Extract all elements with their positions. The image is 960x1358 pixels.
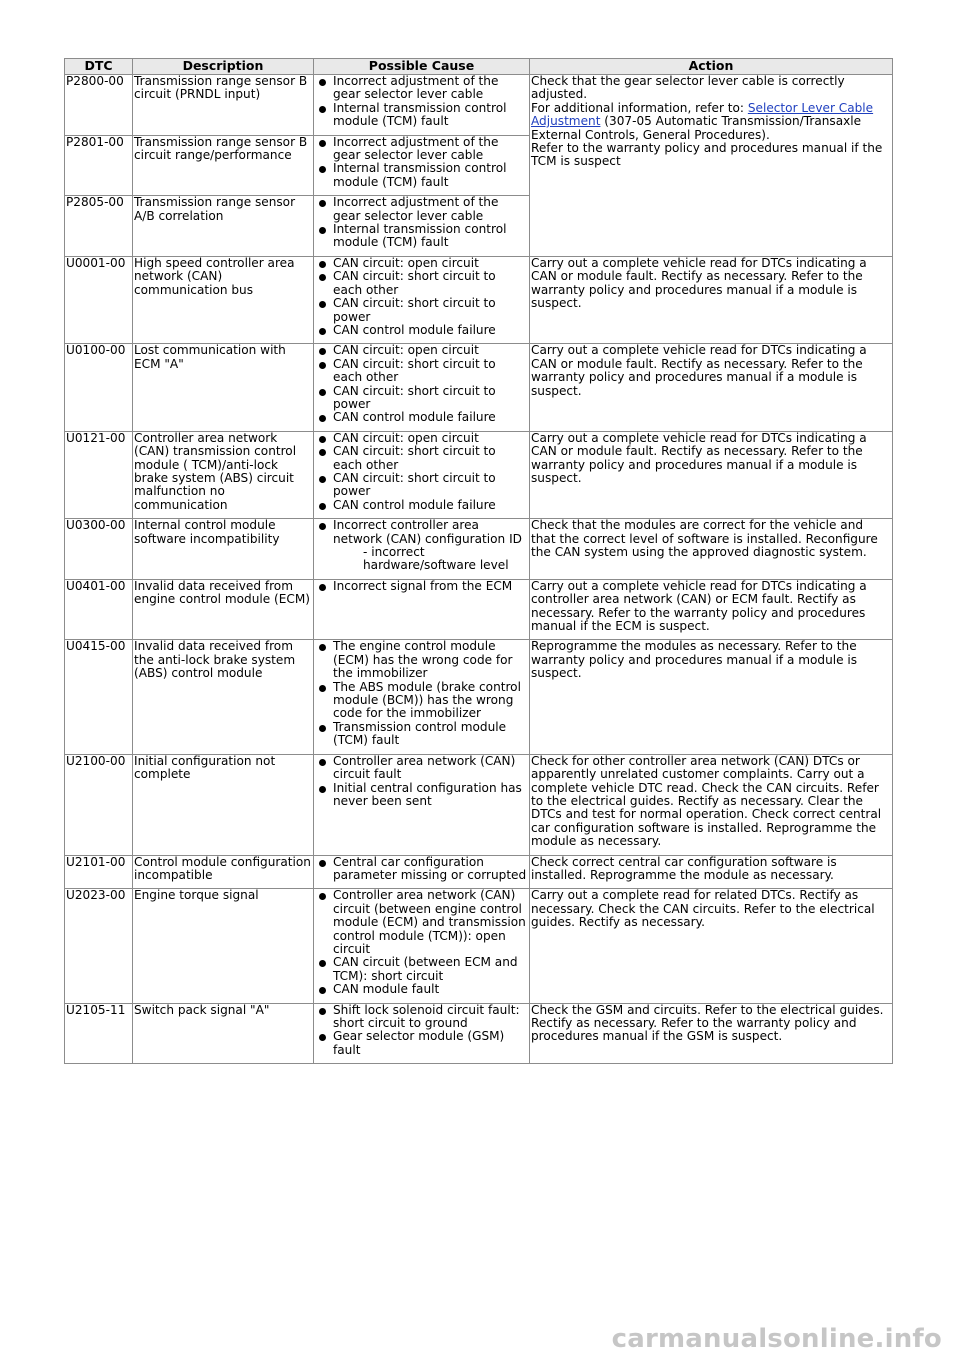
dtc-description: Control module configuration incompatible xyxy=(133,855,314,889)
action-cell: Carry out a complete read for related DTCs. Rectify as necessary. Check the CAN circuits. Refer to the electrical guides. Rectify as necessary. xyxy=(530,889,893,1003)
cause-text: CAN circuit: short circuit to power xyxy=(333,296,496,324)
cause-text: Incorrect signal from the ECM xyxy=(333,578,513,593)
cause-text: Initial central configuration has never been sent xyxy=(333,780,522,808)
table-row xyxy=(65,855,893,889)
dtc-description: High speed controller area network (CAN) communication bus xyxy=(133,256,314,343)
table-row xyxy=(65,754,893,855)
table-row xyxy=(65,889,893,1003)
selector-lever-cable-adjustment-link[interactable]: Selector Lever Cable Adjustment xyxy=(531,100,874,129)
cause-item xyxy=(315,196,528,223)
table-row xyxy=(65,256,893,343)
possible-cause-cell xyxy=(314,889,530,1003)
cause-text: Controller area network (CAN) circuit (between engine control module (ECM) and transmission control module (TCM)): open circuit xyxy=(333,888,526,956)
cause-item xyxy=(315,445,528,472)
dtc-description: Switch pack signal "A" xyxy=(133,1003,314,1064)
action-cell xyxy=(530,75,893,257)
possible-cause-cell xyxy=(314,431,530,518)
cause-text: CAN circuit: short circuit to each other xyxy=(333,444,496,472)
cause-item xyxy=(315,162,528,189)
dtc-description: Engine torque signal xyxy=(133,889,314,1003)
possible-cause-cell xyxy=(314,135,530,196)
possible-cause-cell xyxy=(314,754,530,855)
action-cell: Carry out a complete vehicle read for DTCs indicating a CAN or module fault. Rectify as necessary. Refer to the warranty policy and procedures manual if a module is suspect. xyxy=(530,344,893,431)
dtc-description: Invalid data received from engine control module (ECM) xyxy=(133,579,314,640)
dtc-code: U0100-00 xyxy=(65,344,133,431)
cause-text: Incorrect controller area network (CAN) configuration ID xyxy=(333,518,522,546)
table-row xyxy=(65,519,893,580)
header-description: Description xyxy=(133,59,314,75)
possible-cause-cell xyxy=(314,1003,530,1064)
cause-text: Central car configuration parameter missing or corrupted xyxy=(333,854,527,882)
watermark: carmanualsonline.info xyxy=(611,1324,942,1354)
cause-item xyxy=(315,102,528,129)
action-cell: Check that the modules are correct for the vehicle and that the correct level of software is installed. Reconfigure the CAN system using the approved diagnostic system. xyxy=(530,519,893,580)
cause-item xyxy=(315,856,528,883)
table-row xyxy=(65,1003,893,1064)
cause-list xyxy=(315,1004,528,1058)
cause-list xyxy=(315,889,528,996)
cause-list xyxy=(315,755,528,809)
cause-text: CAN circuit: short circuit to each other xyxy=(333,269,496,297)
cause-list xyxy=(315,257,528,337)
possible-cause-cell xyxy=(314,256,530,343)
dtc-description: Controller area network (CAN) transmission control module ( TCM)/anti-lock brake system (ABS) circuit malfunction no communication xyxy=(133,431,314,518)
action-cell: Reprogramme the modules as necessary. Refer to the warranty policy and procedures manual if a module is suspect. xyxy=(530,640,893,754)
dtc-code: U2023-00 xyxy=(65,889,133,1003)
dtc-code: U2100-00 xyxy=(65,754,133,855)
cause-item xyxy=(315,297,528,324)
cause-text: Incorrect adjustment of the gear selector lever cable xyxy=(333,195,499,223)
cause-text: CAN circuit (between ECM and TCM): short circuit xyxy=(333,955,518,983)
cause-item xyxy=(315,136,528,163)
cause-item xyxy=(315,385,528,412)
action-cell: Check for other controller area network (CAN) DTCs or apparently unrelated customer complaints. Carry out a complete vehicle DTC read. Check the CAN circuits. Refer to the electrical guides. Rectify as necessary. Clear the DTCs and test for normal operation. Check correct central car configuration software is installed. Reprogramme the module as necessary. xyxy=(530,754,893,855)
action-text: (307-05 Automatic Transmission/Transaxle External Controls, General Procedures). Refer to the warranty policy and procedures manual if the TCM is suspect xyxy=(531,114,883,169)
dtc-code: U0001-00 xyxy=(65,256,133,343)
cause-text: Internal transmission control module (TCM) fault xyxy=(333,222,507,250)
cause-item xyxy=(315,257,528,270)
cause-sub-text: - incorrect hardware/software level xyxy=(363,545,509,573)
dtc-description: Invalid data received from the anti-lock brake system (ABS) control module xyxy=(133,640,314,754)
cause-text: CAN circuit: short circuit to each other xyxy=(333,356,496,385)
cause-item xyxy=(315,983,528,996)
dtc-code: P2800-00 xyxy=(65,75,133,136)
table-row xyxy=(65,640,893,754)
cause-text: Controller area network (CAN) circuit fault xyxy=(333,753,516,782)
cause-item xyxy=(315,75,528,102)
table-body xyxy=(65,75,893,1064)
action-cell: Check the GSM and circuits. Refer to the electrical guides. Rectify as necessary. Refer to the warranty policy and procedures manual if the GSM is suspect. xyxy=(530,1003,893,1064)
cause-text: Incorrect adjustment of the gear selector lever cable xyxy=(333,134,499,163)
possible-cause-cell xyxy=(314,519,530,580)
action-cell: Carry out a complete vehicle read for DTCs indicating a CAN or module fault. Rectify as necessary. Refer to the warranty policy and procedures manual if a module is suspect. xyxy=(530,256,893,343)
cause-text: CAN module fault xyxy=(333,982,440,997)
cause-list xyxy=(315,519,528,573)
cause-text: CAN control module failure xyxy=(333,322,496,337)
dtc-table xyxy=(64,58,893,1064)
dtc-description: Lost communication with ECM "A" xyxy=(133,344,314,431)
dtc-code: U0415-00 xyxy=(65,640,133,754)
cause-item xyxy=(315,580,528,593)
cause-text: The ABS module (brake control module (BCM)) has the wrong code for the immobilizer xyxy=(333,679,521,721)
dtc-code: U0300-00 xyxy=(65,519,133,580)
table-row xyxy=(65,75,893,136)
table-row xyxy=(65,344,893,431)
dtc-code: U2101-00 xyxy=(65,855,133,889)
cause-text: CAN circuit: open circuit xyxy=(333,430,479,445)
cause-item xyxy=(315,344,528,357)
cause-list xyxy=(315,640,528,747)
possible-cause-cell xyxy=(314,640,530,754)
cause-item xyxy=(315,519,528,573)
dtc-description: Transmission range sensor B circuit (PRNDL input) xyxy=(133,75,314,136)
dtc-description: Internal control module software incompatibility xyxy=(133,519,314,580)
dtc-description: Transmission range sensor B circuit range/performance xyxy=(133,135,314,196)
cause-text: Internal transmission control module (TCM) fault xyxy=(333,161,507,189)
header-dtc: DTC xyxy=(65,59,133,75)
possible-cause-cell xyxy=(314,344,530,431)
table-row xyxy=(65,579,893,640)
cause-text: CAN control module failure xyxy=(333,410,496,425)
cause-text: CAN circuit: short circuit to power xyxy=(333,470,496,499)
cause-list xyxy=(315,856,528,883)
cause-item xyxy=(315,358,528,385)
cause-text: CAN circuit: short circuit to power xyxy=(333,383,496,411)
dtc-description: Transmission range sensor A/B correlation xyxy=(133,196,314,257)
cause-text: Gear selector module (GSM) fault xyxy=(333,1029,505,1057)
cause-list xyxy=(315,580,528,593)
cause-item xyxy=(315,889,528,956)
table-row xyxy=(65,431,893,518)
cause-item xyxy=(315,681,528,721)
cause-list xyxy=(315,344,528,424)
possible-cause-cell xyxy=(314,196,530,257)
table-header xyxy=(65,59,893,75)
cause-text: CAN circuit: open circuit xyxy=(333,343,479,358)
cause-text: Incorrect adjustment of the gear selector lever cable xyxy=(333,74,499,102)
cause-item xyxy=(315,640,528,680)
possible-cause-cell xyxy=(314,579,530,640)
cause-text: CAN circuit: open circuit xyxy=(333,255,479,270)
cause-item xyxy=(315,782,528,809)
cause-item xyxy=(315,721,528,748)
cause-item xyxy=(315,499,528,512)
action-cell: Check correct central car configuration software is installed. Reprogramme the module as necessary. xyxy=(530,855,893,889)
dtc-description: Initial configuration not complete xyxy=(133,754,314,855)
action-cell: Carry out a complete vehicle read for DTCs indicating a controller area network (CAN) or ECM fault. Rectify as necessary. Refer to the warranty policy and procedures manual if the ECM is suspect. xyxy=(530,579,893,640)
dtc-code: P2801-00 xyxy=(65,135,133,196)
action-cell: Carry out a complete vehicle read for DTCs indicating a CAN or module fault. Rectify as necessary. Refer to the warranty policy and procedures manual if a module is suspect. xyxy=(530,431,893,518)
dtc-code: U2105-11 xyxy=(65,1003,133,1064)
cause-item xyxy=(315,223,528,250)
cause-item xyxy=(315,1004,528,1031)
cause-text: Transmission control module (TCM) fault xyxy=(333,719,507,748)
cause-item xyxy=(315,755,528,782)
cause-item xyxy=(315,411,528,424)
dtc-code: P2805-00 xyxy=(65,196,133,257)
cause-item xyxy=(315,956,528,983)
possible-cause-cell xyxy=(314,855,530,889)
cause-text: CAN control module failure xyxy=(333,497,496,512)
cause-list xyxy=(315,432,528,512)
cause-item xyxy=(315,432,528,445)
dtc-code: U0401-00 xyxy=(65,579,133,640)
header-action: Action xyxy=(530,59,893,75)
action-text: Check that the gear selector lever cable is correctly adjusted. For additional information, refer to: xyxy=(531,74,845,115)
cause-text: Internal transmission control module (TCM) fault xyxy=(333,100,507,129)
cause-list xyxy=(315,196,528,250)
cause-list xyxy=(315,75,528,129)
cause-text: Shift lock solenoid circuit fault: short circuit to ground xyxy=(333,1002,520,1030)
cause-item xyxy=(315,324,528,337)
possible-cause-cell xyxy=(314,75,530,136)
dtc-code: U0121-00 xyxy=(65,431,133,518)
header-possible-cause: Possible Cause xyxy=(314,59,530,75)
cause-item xyxy=(315,472,528,499)
cause-item xyxy=(315,270,528,297)
cause-text: The engine control module (ECM) has the wrong code for the immobilizer xyxy=(333,639,513,681)
cause-item xyxy=(315,1030,528,1057)
cause-list xyxy=(315,136,528,190)
